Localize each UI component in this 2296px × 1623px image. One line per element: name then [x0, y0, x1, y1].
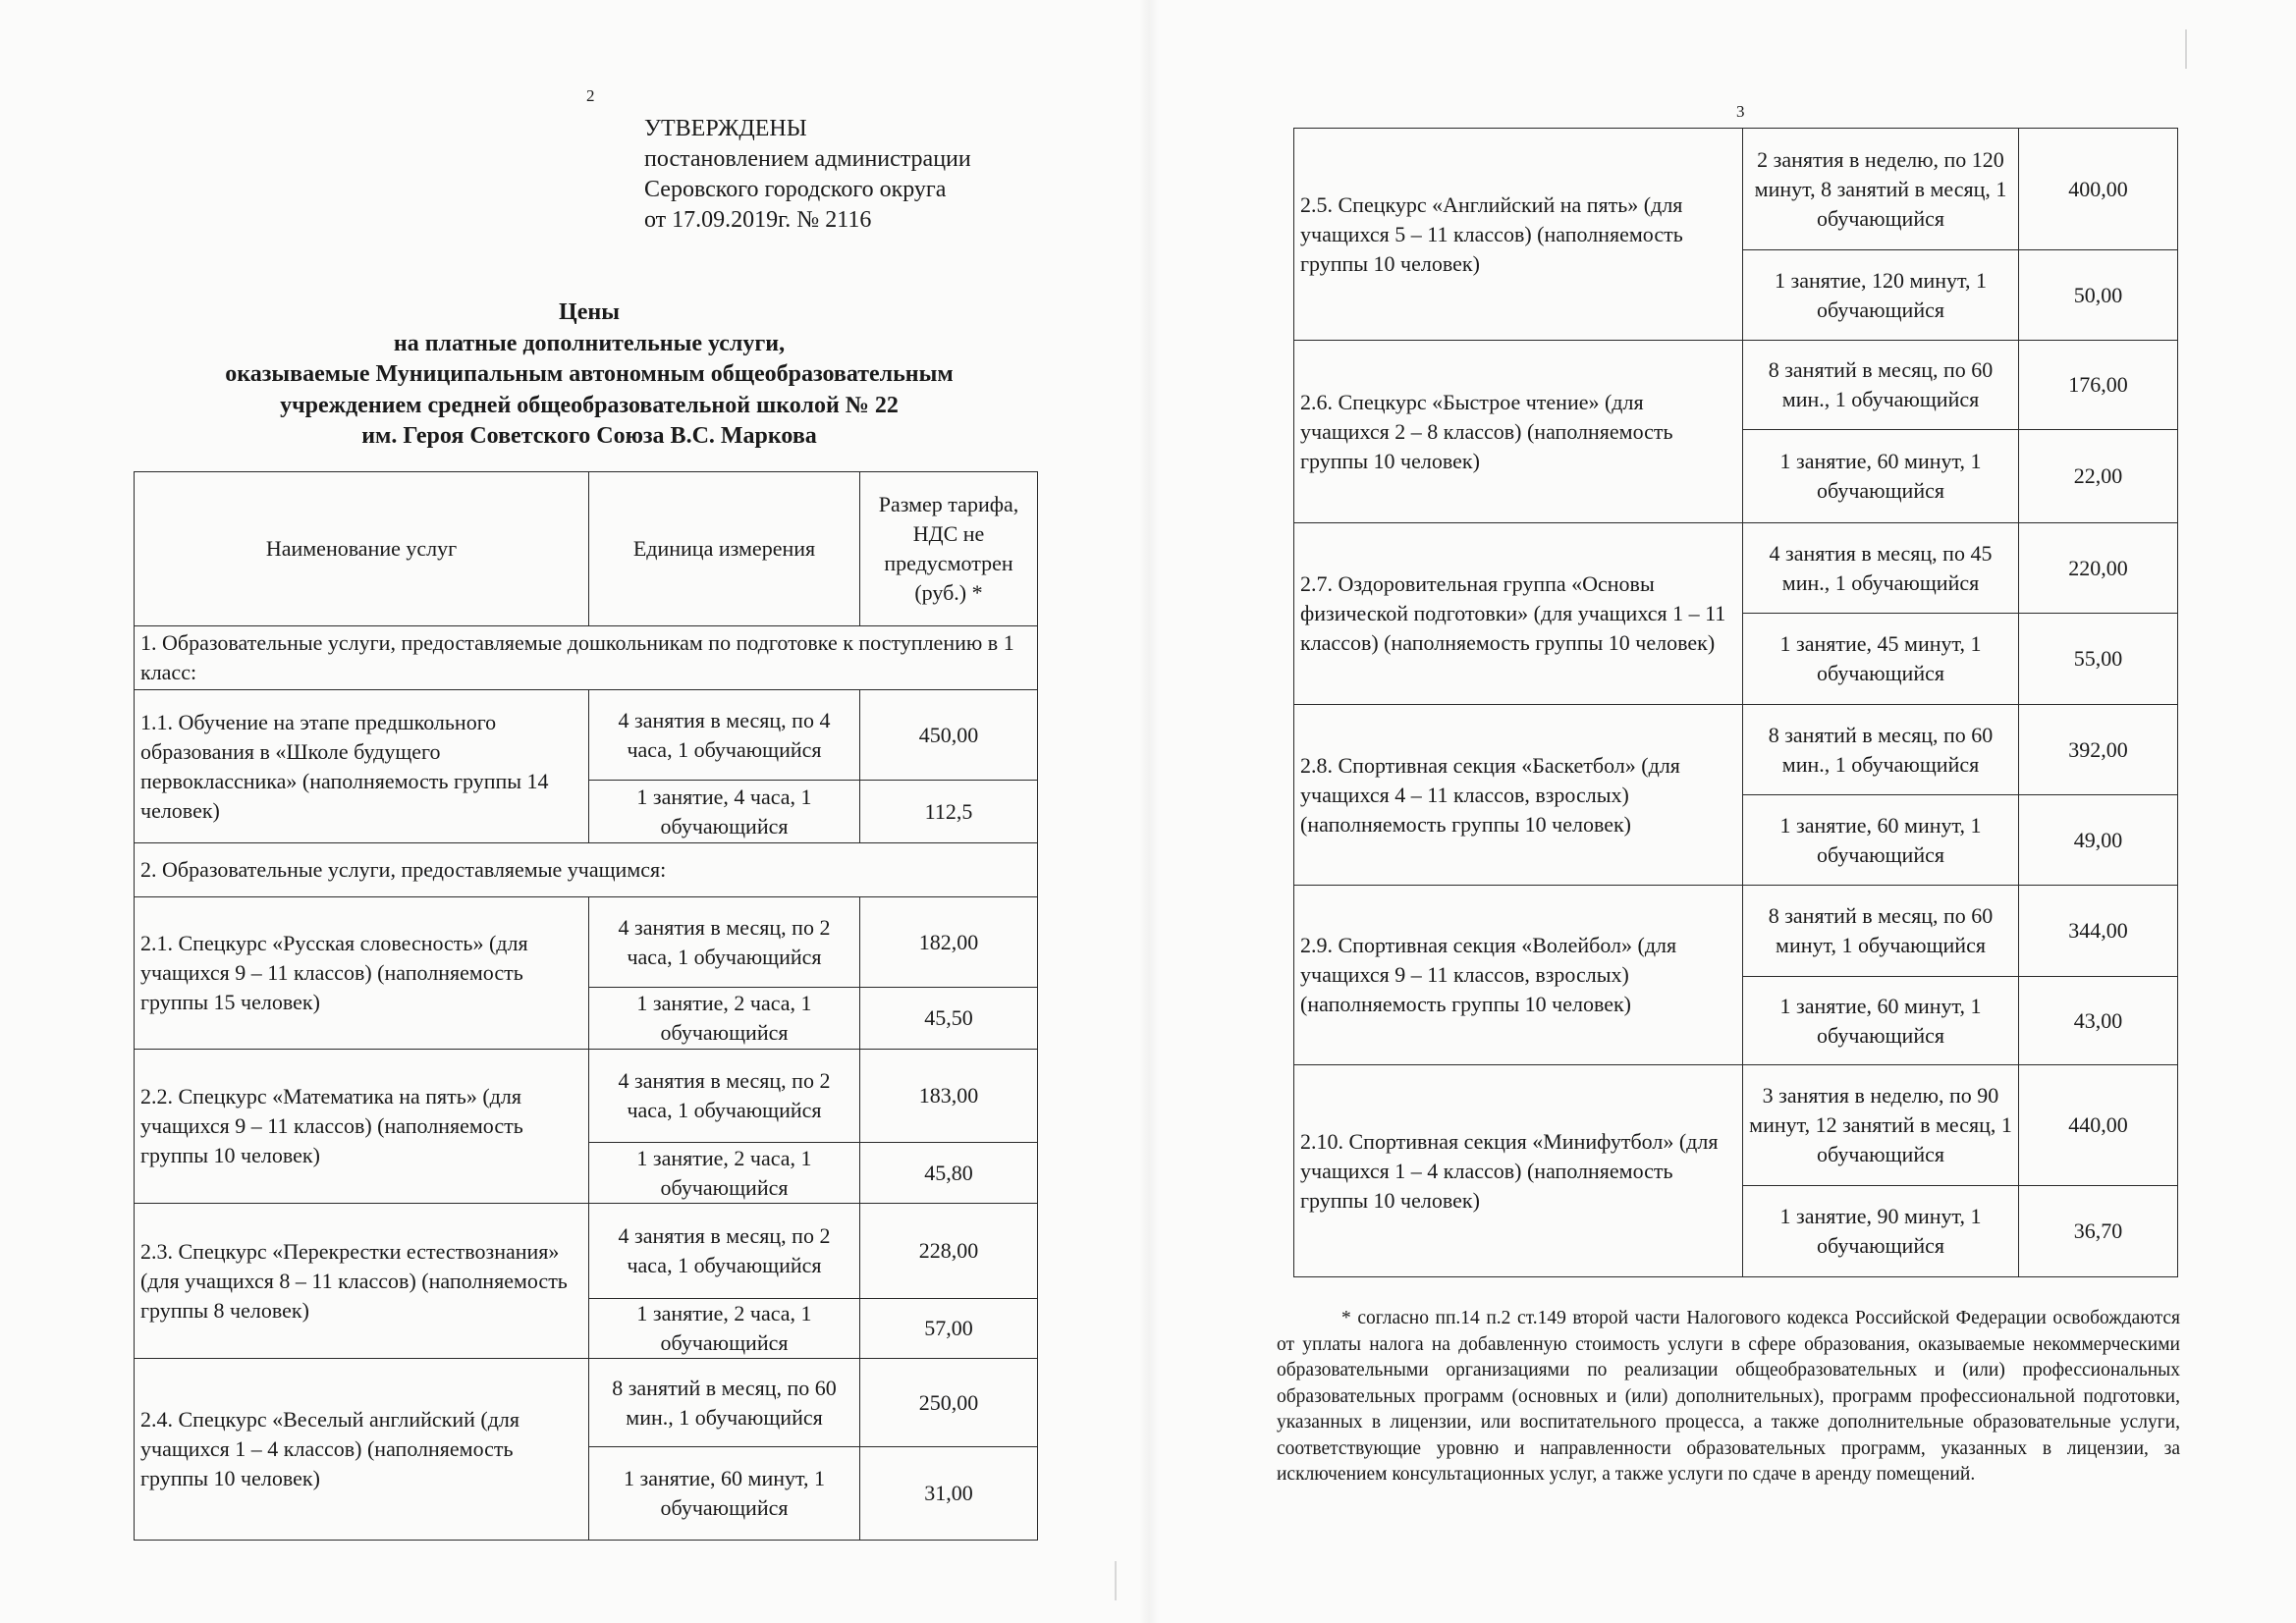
approval-heading: УТВЕРЖДЕНЫ	[644, 116, 807, 141]
service-price: 43,00	[2019, 977, 2178, 1065]
service-price: 31,00	[860, 1447, 1038, 1541]
table-row	[1294, 705, 2178, 795]
section-row	[135, 843, 1038, 897]
table-row	[135, 690, 1038, 781]
service-name: 2.7. Оздоровительная группа «Основы физической подготовки» (для учащихся 1 – 11 классов) (наполняемость группы 10 человек)	[1294, 523, 1743, 705]
service-unit: 4 занятия в месяц, по 2 часа, 1 обучающийся	[589, 1050, 860, 1143]
service-price: 57,00	[860, 1299, 1038, 1359]
service-unit: 8 занятий в месяц, по 60 мин., 1 обучающийся	[589, 1359, 860, 1447]
service-price: 112,5	[860, 781, 1038, 843]
table-row	[135, 1050, 1038, 1143]
service-unit: 1 занятие, 4 часа, 1 обучающийся	[589, 781, 860, 843]
price-table-right	[1293, 128, 2178, 1277]
service-unit: 1 занятие, 120 минут, 1 обучающийся	[1743, 250, 2019, 341]
table-row	[1294, 523, 2178, 614]
service-price: 182,00	[860, 897, 1038, 988]
service-price: 22,00	[2019, 430, 2178, 523]
service-unit: 4 занятия в месяц, по 2 часа, 1 обучающийся	[589, 897, 860, 988]
approval-line: Серовского городского округа	[644, 177, 947, 202]
table-row	[1294, 129, 2178, 250]
service-unit: 1 занятие, 2 часа, 1 обучающийся	[589, 1143, 860, 1204]
service-name: 2.4. Спецкурс «Веселый английский (для учащихся 1 – 4 классов) (наполняемость группы 10 человек)	[135, 1359, 589, 1541]
service-price: 392,00	[2019, 705, 2178, 795]
service-unit: 1 занятие, 60 минут, 1 обучающийся	[1743, 430, 2019, 523]
header-service: Наименование услуг	[135, 472, 589, 626]
service-name: 2.1. Спецкурс «Русская словесность» (для учащихся 9 – 11 классов) (наполняемость группы 15 человек)	[135, 897, 589, 1050]
service-unit: 1 занятие, 60 минут, 1 обучающийся	[1743, 977, 2019, 1065]
service-price: 344,00	[2019, 886, 2178, 977]
table-header-row	[135, 472, 1038, 626]
table-row	[135, 1204, 1038, 1299]
table-row	[1294, 1065, 2178, 1186]
footnote-text: * согласно пп.14 п.2 ст.149 второй части Налогового кодекса Российской Федерации освобождаются от уплаты налога на добавленную стоимость услуги в сфере образования, оказываемые некоммерческими образовательными организациями по реализации общеобразовательных и (или) профессиональных образовательных программ (основных и (или) дополнительных), программ профессиональной подготовки, указанных в лицензии, или воспитательного процесса, а также дополнительные образовательные услуги, соответствующие уровню и направленности образовательных программ, указанных в лицензии, за исключением консультационных услуг, а также услуги по сдаче в аренду помещений.	[1277, 1308, 2180, 1485]
service-unit: 8 занятий в месяц, по 60 мин., 1 обучающийся	[1743, 705, 2019, 795]
service-name: 2.8. Спортивная секция «Баскетбол» (для учащихся 4 – 11 классов, взрослых) (наполняемость группы 10 человек)	[1294, 705, 1743, 886]
service-unit: 1 занятие, 90 минут, 1 обучающийся	[1743, 1186, 2019, 1277]
service-name: 2.5. Спецкурс «Английский на пять» (для учащихся 5 – 11 классов) (наполняемость группы 10 человек)	[1294, 129, 1743, 341]
service-unit: 2 занятия в неделю, по 120 минут, 8 занятий в месяц, 1 обучающийся	[1743, 129, 2019, 250]
price-table-left	[134, 471, 1038, 1541]
right-page	[1148, 0, 2296, 1623]
approval-block	[644, 114, 971, 236]
service-unit: 4 занятия в месяц, по 4 часа, 1 обучающийся	[589, 690, 860, 781]
service-price: 45,80	[860, 1143, 1038, 1204]
service-unit: 1 занятие, 60 минут, 1 обучающийся	[589, 1447, 860, 1541]
service-price: 36,70	[2019, 1186, 2178, 1277]
section-row	[135, 626, 1038, 690]
service-price: 228,00	[860, 1204, 1038, 1299]
document-title	[128, 298, 1051, 453]
section-heading: 1. Образовательные услуги, предоставляемые дошкольникам по подготовке к поступлению в 1 класс:	[135, 626, 1038, 690]
service-price: 440,00	[2019, 1065, 2178, 1186]
scan-artifact	[1115, 1561, 1117, 1600]
service-price: 250,00	[860, 1359, 1038, 1447]
approval-date: от 17.09.2019г. № 2116	[644, 207, 872, 233]
service-name: 2.10. Спортивная секция «Минифутбол» (для учащихся 1 – 4 классов) (наполняемость группы 10 человек)	[1294, 1065, 1743, 1277]
service-price: 450,00	[860, 690, 1038, 781]
service-unit: 1 занятие, 2 часа, 1 обучающийся	[589, 988, 860, 1050]
section-heading: 2. Образовательные услуги, предоставляемые учащимся:	[135, 843, 1038, 897]
service-unit: 8 занятий в месяц, по 60 мин., 1 обучающийся	[1743, 341, 2019, 430]
page-number: 2	[586, 86, 595, 105]
service-unit: 8 занятий в месяц, по 60 минут, 1 обучающийся	[1743, 886, 2019, 977]
scan-artifact	[2185, 29, 2187, 69]
service-unit: 4 занятия в месяц, по 2 часа, 1 обучающийся	[589, 1204, 860, 1299]
service-price: 50,00	[2019, 250, 2178, 341]
header-price: Размер тарифа, НДС не предусмотрен (руб.) *	[860, 472, 1038, 626]
service-price: 400,00	[2019, 129, 2178, 250]
service-name: 2.9. Спортивная секция «Волейбол» (для учащихся 9 – 11 классов, взрослых) (наполняемость группы 10 человек)	[1294, 886, 1743, 1065]
service-name: 2.3. Спецкурс «Перекрестки естествознания» (для учащихся 8 – 11 классов) (наполняемость группы 8 человек)	[135, 1204, 589, 1359]
table-row	[1294, 886, 2178, 977]
service-name: 1.1. Обучение на этапе предшкольного образования в «Школе будущего первоклассника» (наполняемость группы 14 человек)	[135, 690, 589, 843]
title-line: Цены	[559, 299, 620, 325]
page-number: 3	[1736, 102, 1745, 121]
service-price: 45,50	[860, 988, 1038, 1050]
service-price: 55,00	[2019, 614, 2178, 705]
title-line: на платные дополнительные услуги,	[393, 330, 786, 356]
service-name: 2.2. Спецкурс «Математика на пять» (для учащихся 9 – 11 классов) (наполняемость группы 10 человек)	[135, 1050, 589, 1204]
header-unit: Единица измерения	[589, 472, 860, 626]
service-unit: 1 занятие, 60 минут, 1 обучающийся	[1743, 795, 2019, 886]
table-row	[135, 1359, 1038, 1447]
title-line: оказываемые Муниципальным автономным общеобразовательным	[225, 361, 954, 387]
footnote	[1277, 1306, 2180, 1488]
service-price: 176,00	[2019, 341, 2178, 430]
title-line: им. Героя Советского Союза В.С. Маркова	[361, 423, 817, 449]
service-name: 2.6. Спецкурс «Быстрое чтение» (для учащихся 2 – 8 классов) (наполняемость группы 10 человек)	[1294, 341, 1743, 523]
service-unit: 1 занятие, 45 минут, 1 обучающийся	[1743, 614, 2019, 705]
title-line: учреждением средней общеобразовательной школой № 22	[280, 392, 899, 418]
table-row	[1294, 341, 2178, 430]
service-price: 220,00	[2019, 523, 2178, 614]
table-row	[135, 897, 1038, 988]
approval-line: постановлением администрации	[644, 146, 971, 172]
service-price: 49,00	[2019, 795, 2178, 886]
service-price: 183,00	[860, 1050, 1038, 1143]
service-unit: 4 занятия в месяц, по 45 мин., 1 обучающийся	[1743, 523, 2019, 614]
service-unit: 1 занятие, 2 часа, 1 обучающийся	[589, 1299, 860, 1359]
service-unit: 3 занятия в неделю, по 90 минут, 12 занятий в месяц, 1 обучающийся	[1743, 1065, 2019, 1186]
